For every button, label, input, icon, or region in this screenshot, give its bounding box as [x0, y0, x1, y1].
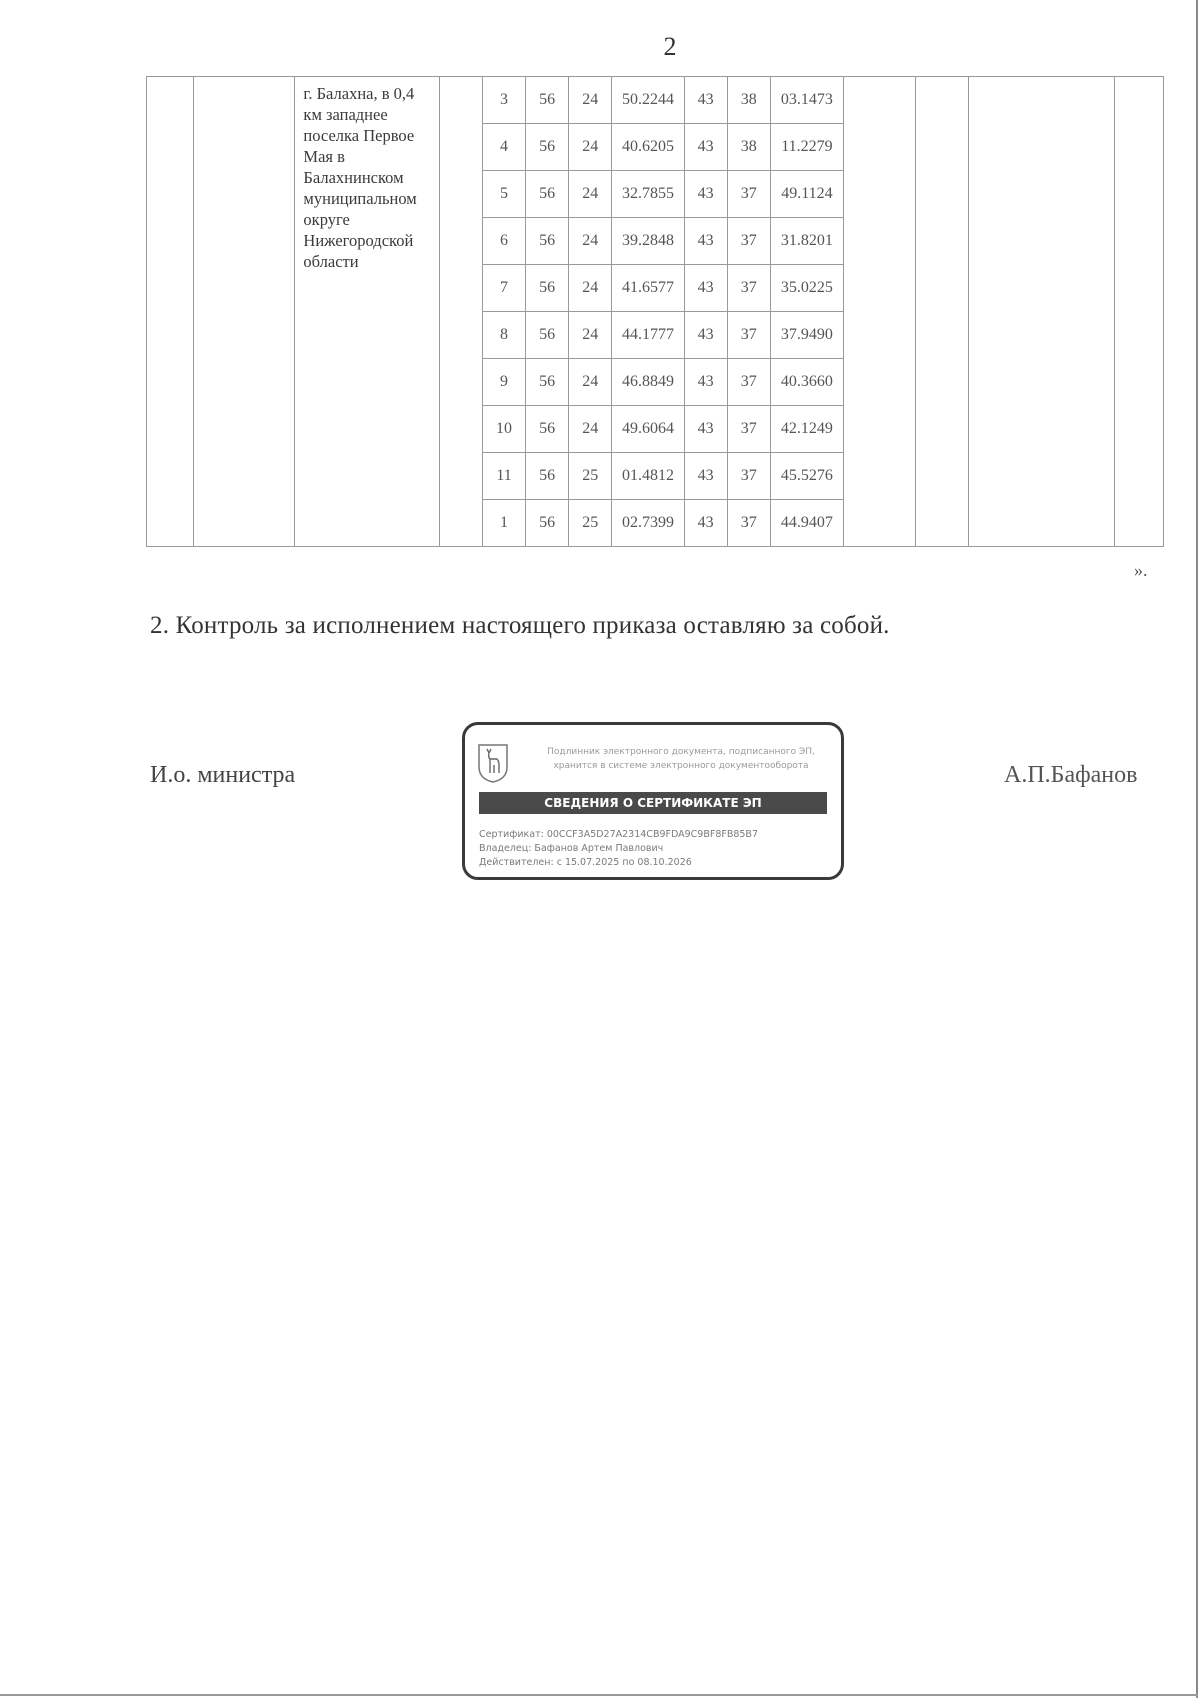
lat-degrees: 56	[526, 265, 569, 312]
lon-degrees: 43	[684, 312, 727, 359]
lon-seconds: 49.1124	[770, 171, 843, 218]
lon-minutes: 37	[727, 312, 770, 359]
lat-seconds: 41.6577	[612, 265, 684, 312]
lon-minutes: 38	[727, 124, 770, 171]
lon-seconds: 42.1249	[770, 406, 843, 453]
point-number: 7	[482, 265, 525, 312]
lon-degrees: 43	[684, 77, 727, 124]
lat-minutes: 25	[569, 500, 612, 547]
lon-degrees: 43	[684, 124, 727, 171]
point-number: 6	[482, 218, 525, 265]
lat-minutes: 24	[569, 77, 612, 124]
lon-minutes: 37	[727, 218, 770, 265]
stamp-notice-line-2: хранится в системе электронного документооборота	[553, 761, 809, 771]
lon-degrees: 43	[684, 406, 727, 453]
lon-degrees: 43	[684, 500, 727, 547]
lat-minutes: 24	[569, 406, 612, 453]
empty-cell-5	[916, 77, 969, 547]
lat-degrees: 56	[526, 171, 569, 218]
lat-degrees: 56	[526, 312, 569, 359]
lon-seconds: 11.2279	[770, 124, 843, 171]
lat-degrees: 56	[526, 500, 569, 547]
point-number: 10	[482, 406, 525, 453]
empty-cell-3	[439, 77, 482, 547]
point-number: 3	[482, 77, 525, 124]
lon-minutes: 37	[727, 406, 770, 453]
lat-seconds: 02.7399	[612, 500, 684, 547]
empty-cell-6	[969, 77, 1114, 547]
lon-minutes: 37	[727, 171, 770, 218]
lon-minutes: 38	[727, 77, 770, 124]
signer-name: А.П.Бафанов	[1004, 762, 1138, 788]
lon-seconds: 31.8201	[770, 218, 843, 265]
lat-seconds: 32.7855	[612, 171, 684, 218]
site-address: г. Балахна, в 0,4 км западнее поселка Первое Мая в Балахнинском муниципальном округе Нижегородской области	[295, 77, 439, 547]
coordinates-table-body	[147, 77, 1164, 547]
lon-degrees: 43	[684, 218, 727, 265]
stamp-notice	[531, 745, 831, 773]
lat-seconds: 46.8849	[612, 359, 684, 406]
lat-seconds: 01.4812	[612, 453, 684, 500]
lat-minutes: 24	[569, 124, 612, 171]
lon-minutes: 37	[727, 453, 770, 500]
empty-cell-1	[147, 77, 194, 547]
empty-cell-7	[1114, 77, 1163, 547]
lat-minutes: 25	[569, 453, 612, 500]
page-number: 2	[663, 32, 677, 61]
table-row	[147, 77, 1164, 124]
lat-seconds: 39.2848	[612, 218, 684, 265]
lon-seconds: 44.9407	[770, 500, 843, 547]
point-number: 5	[482, 171, 525, 218]
lat-degrees: 56	[526, 359, 569, 406]
clause-2: 2. Контроль за исполнением настоящего приказа оставляю за собой.	[150, 612, 890, 639]
lat-seconds: 40.6205	[612, 124, 684, 171]
lon-degrees: 43	[684, 171, 727, 218]
lat-minutes: 24	[569, 359, 612, 406]
electronic-signature-stamp	[462, 722, 844, 880]
closing-quote: ».	[1134, 560, 1148, 580]
deer-coat-of-arms-icon	[477, 743, 509, 783]
page-edge-bottom	[0, 1694, 1198, 1696]
lat-seconds: 50.2244	[612, 77, 684, 124]
stamp-notice-line-1: Подлинник электронного документа, подписанного ЭП,	[547, 747, 815, 757]
page-edge-right	[1196, 0, 1198, 1698]
lon-seconds: 45.5276	[770, 453, 843, 500]
stamp-validity: Действителен: с 15.07.2025 по 08.10.2026	[479, 857, 692, 868]
lat-minutes: 24	[569, 265, 612, 312]
lon-seconds: 37.9490	[770, 312, 843, 359]
lat-minutes: 24	[569, 171, 612, 218]
lon-seconds: 40.3660	[770, 359, 843, 406]
point-number: 8	[482, 312, 525, 359]
lat-degrees: 56	[526, 124, 569, 171]
stamp-header: СВЕДЕНИЯ О СЕРТИФИКАТЕ ЭП	[479, 792, 827, 814]
point-number: 9	[482, 359, 525, 406]
lat-degrees: 56	[526, 406, 569, 453]
lon-minutes: 37	[727, 359, 770, 406]
lon-minutes: 37	[727, 265, 770, 312]
lat-degrees: 56	[526, 77, 569, 124]
lon-degrees: 43	[684, 359, 727, 406]
signer-role: И.о. министра	[150, 762, 296, 788]
point-number: 1	[482, 500, 525, 547]
lat-seconds: 44.1777	[612, 312, 684, 359]
stamp-certificate: Сертификат: 00CCF3A5D27A2314CB9FDA9C9BF8FB85B7	[479, 829, 758, 840]
lon-degrees: 43	[684, 265, 727, 312]
point-number: 4	[482, 124, 525, 171]
coordinates-table	[146, 76, 1164, 547]
lat-degrees: 56	[526, 218, 569, 265]
lat-minutes: 24	[569, 312, 612, 359]
empty-cell-4	[844, 77, 916, 547]
lat-minutes: 24	[569, 218, 612, 265]
lon-minutes: 37	[727, 500, 770, 547]
lon-seconds: 03.1473	[770, 77, 843, 124]
empty-cell-2	[194, 77, 295, 547]
stamp-owner: Владелец: Бафанов Артем Павлович	[479, 843, 664, 854]
point-number: 11	[482, 453, 525, 500]
lat-seconds: 49.6064	[612, 406, 684, 453]
lon-degrees: 43	[684, 453, 727, 500]
lat-degrees: 56	[526, 453, 569, 500]
lon-seconds: 35.0225	[770, 265, 843, 312]
